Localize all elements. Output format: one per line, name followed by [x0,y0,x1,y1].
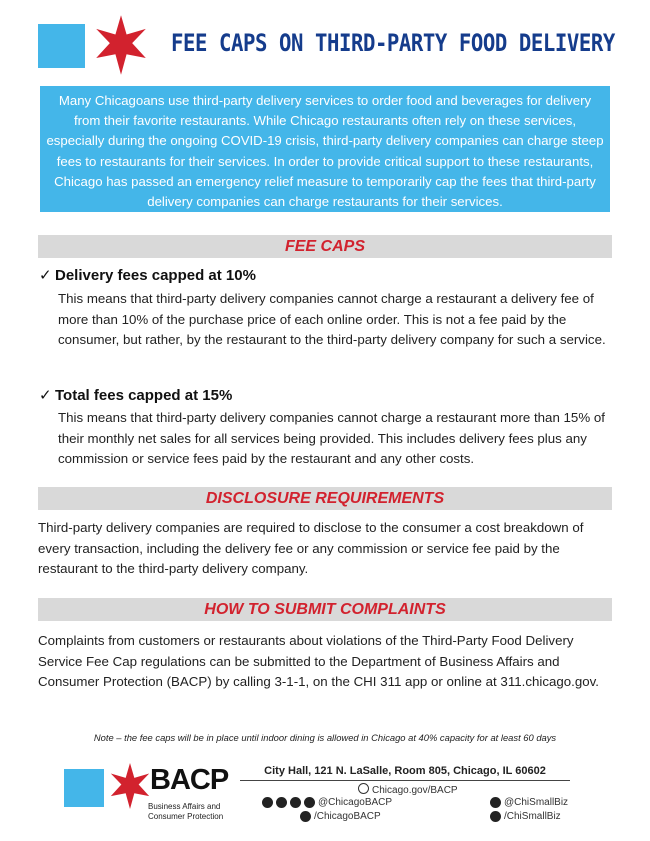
bacp-logo-text: BACP [150,764,229,796]
bacp-logo-subtitle: Business Affairs and Consumer Protection [148,802,224,821]
disclosure-body: Third-party delivery companies are required to disclose to the consumer a cost breakdown of every transaction, including the delivery fee or any commission or service fee paid by the restaurant to the third-party delivery company. [38,520,584,576]
brand-blue-square [64,769,104,807]
globe-icon [358,783,369,794]
youtube-icon [290,797,301,808]
bacp-social-handles[interactable] [262,797,392,808]
page-header [38,14,618,78]
fee-cap-item-total-body: This means that third-party delivery companies cannot charge a restaurant more than 15% of their monthly net sales for all services being provided. This includes delivery fees plus any commission or service fees paid by the restaurant and any other costs. [58,410,605,466]
facebook-icon [490,811,501,822]
fee-cap-item-delivery-title: ✓ Delivery fees capped at 10% [39,267,256,284]
complaints-body: Complaints from customers or restaurants about violations of the Third-Party Food Delivery Service Fee Cap regulations can be submitted to the Department of Business Affairs and Consumer Protection (BACP) by calling 3-1-1, on the CHI 311 app or online at 311.chicago.gov. [38,633,599,689]
fee-cap-duration-note: Note – the fee caps will be in place until indoor dining is allowed in Chicago at 40% capacity for at least 60 days [93,732,557,743]
flickr-icon [304,797,315,808]
instagram-icon [276,797,287,808]
bacp-facebook-link[interactable]: /ChicagoBACP [300,811,381,822]
fee-caps-heading: FEE CAPS [38,235,612,258]
complaints-heading: HOW TO SUBMIT COMPLAINTS [38,598,612,621]
bacp-handle: @ChicagoBACP [318,797,393,808]
bacp-logo [64,762,234,824]
smallbiz-facebook-link[interactable]: /ChiSmallBiz [490,811,561,822]
intro-box: Many Chicagoans use third-party delivery services to order food and beverages for delivery from their favorite restaurants. While Chicago restaurants often rely on these services, especially during the ongoing COVID-19 crisis, third-party delivery companies can charge steep fees to restaurants for their services. In order to provide critical support to these restaurants, Chicago has passed an emergency relief measure to temporarily cap the fees that third-party delivery companies can charge restaurants for their services. [40,86,610,212]
chicago-star-icon [90,14,152,76]
fee-cap-item-delivery-body: This means that third-party delivery companies cannot charge a restaurant a delivery fee of more than 10% of the purchase price of each online order. This is not a fee paid by the consumer, but rather, by the restaurant to the third-party delivery company for such a service. [58,291,606,347]
twitter-icon [262,797,273,808]
city-hall-address: City Hall, 121 N. LaSalle, Room 805, Chicago, IL 60602 [240,765,570,781]
website-link[interactable]: Chicago.gov/BACP [358,783,458,796]
check-icon: ✓ [39,387,52,404]
facebook-icon [300,811,311,822]
disclosure-heading: DISCLOSURE REQUIREMENTS [38,487,612,510]
twitter-icon [490,797,501,808]
page-title: FEE CAPS ON THIRD-PARTY FOOD DELIVERY [171,29,615,57]
smallbiz-twitter-link[interactable]: @ChiSmallBiz [490,797,568,808]
check-icon: ✓ [39,267,52,284]
chicago-star-icon [106,762,154,810]
brand-blue-square [38,24,85,68]
fee-cap-item-total-title: ✓ Total fees capped at 15% [39,387,233,404]
